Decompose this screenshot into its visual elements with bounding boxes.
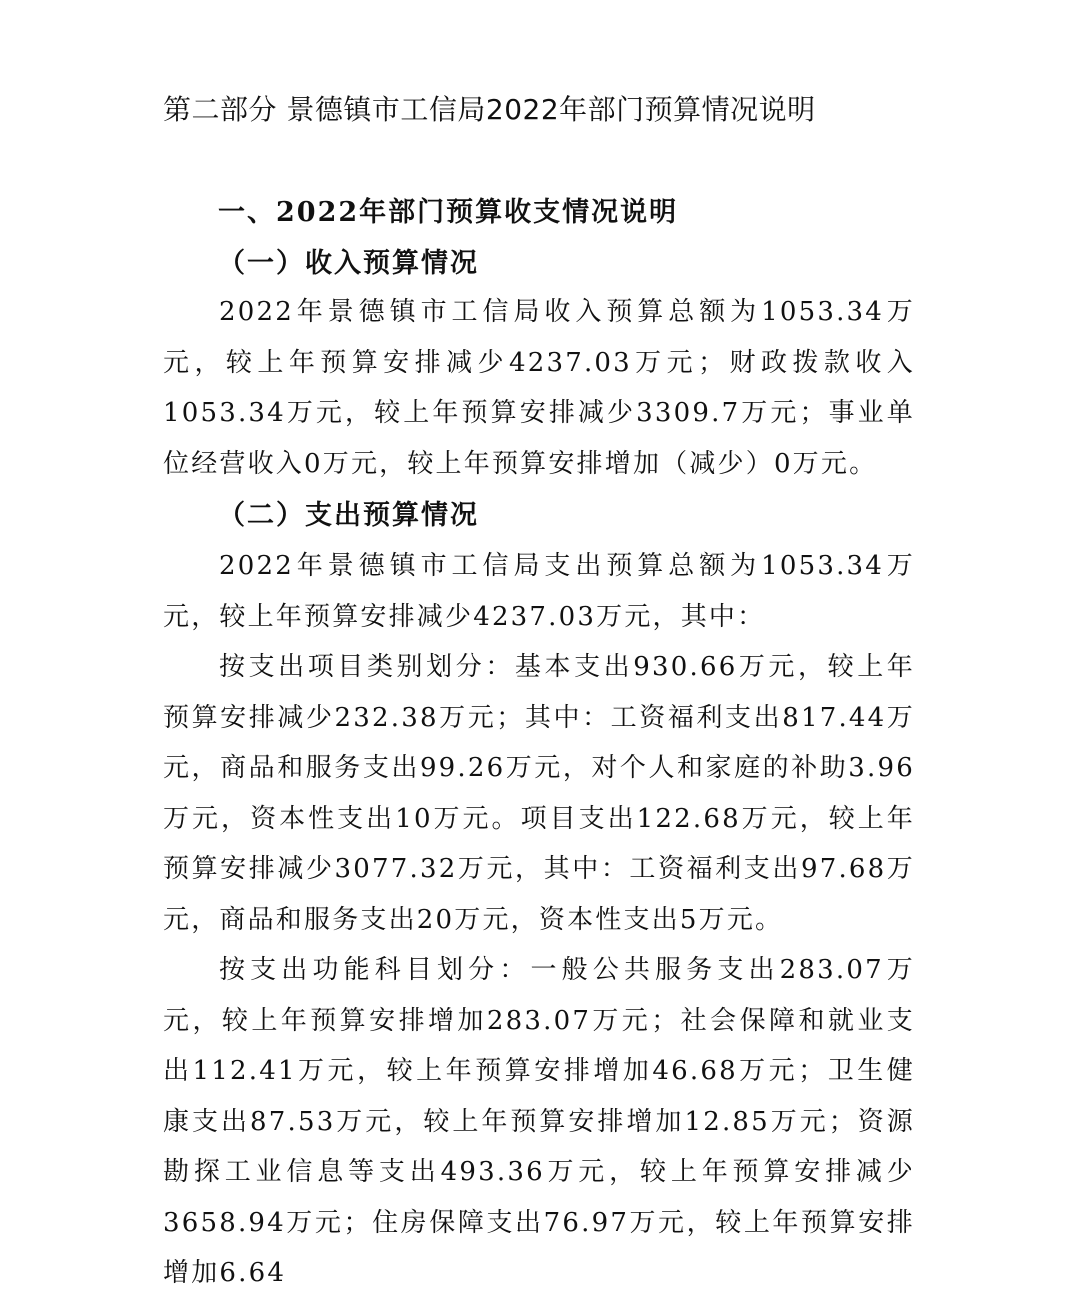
page-title: 第二部分 景德镇市工信局2022年部门预算情况说明	[163, 93, 816, 126]
subsection-heading-income: （一）收入预算情况	[218, 248, 479, 279]
expenditure-by-function-paragraph: 按支出功能科目划分：一般公共服务支出283.07万元，较上年预算安排增加283.07万元；社会保障和就业支出112.41万元，较上年预算安排增加46.68万元；卫生健康支出87.53万元，较上年预算安排增加12.85万元；资源勘探工业信息等支出493.36万元，较上年预算安排减少3658.94万元；住房保障支出76.97万元，较上年预算安排增加6.64	[163, 955, 915, 1288]
expenditure-by-category-paragraph: 按支出项目类别划分：基本支出930.66万元，较上年预算安排减少232.38万元；其中：工资福利支出817.44万元，商品和服务支出99.26万元，对个人和家庭的补助3.96万元，资本性支出10万元。项目支出122.68万元，较上年预算安排减少3077.32万元，其中：工资福利支出97.68万元，商品和服务支出20万元，资本性支出5万元。	[163, 652, 915, 935]
section-heading-budget-overview: 一、2022年部门预算收支情况说明	[218, 197, 679, 228]
expenditure-total-paragraph: 2022年景德镇市工信局支出预算总额为1053.34万元，较上年预算安排减少4237.03万元，其中：	[163, 551, 915, 632]
subsection-heading-expenditure: （二）支出预算情况	[218, 500, 479, 531]
income-paragraph: 2022年景德镇市工信局收入预算总额为1053.34万元，较上年预算安排减少4237.03万元；财政拨款收入1053.34万元，较上年预算安排减少3309.7万元；事业单位经营收入0万元，较上年预算安排增加（减少）0万元。	[163, 297, 915, 479]
